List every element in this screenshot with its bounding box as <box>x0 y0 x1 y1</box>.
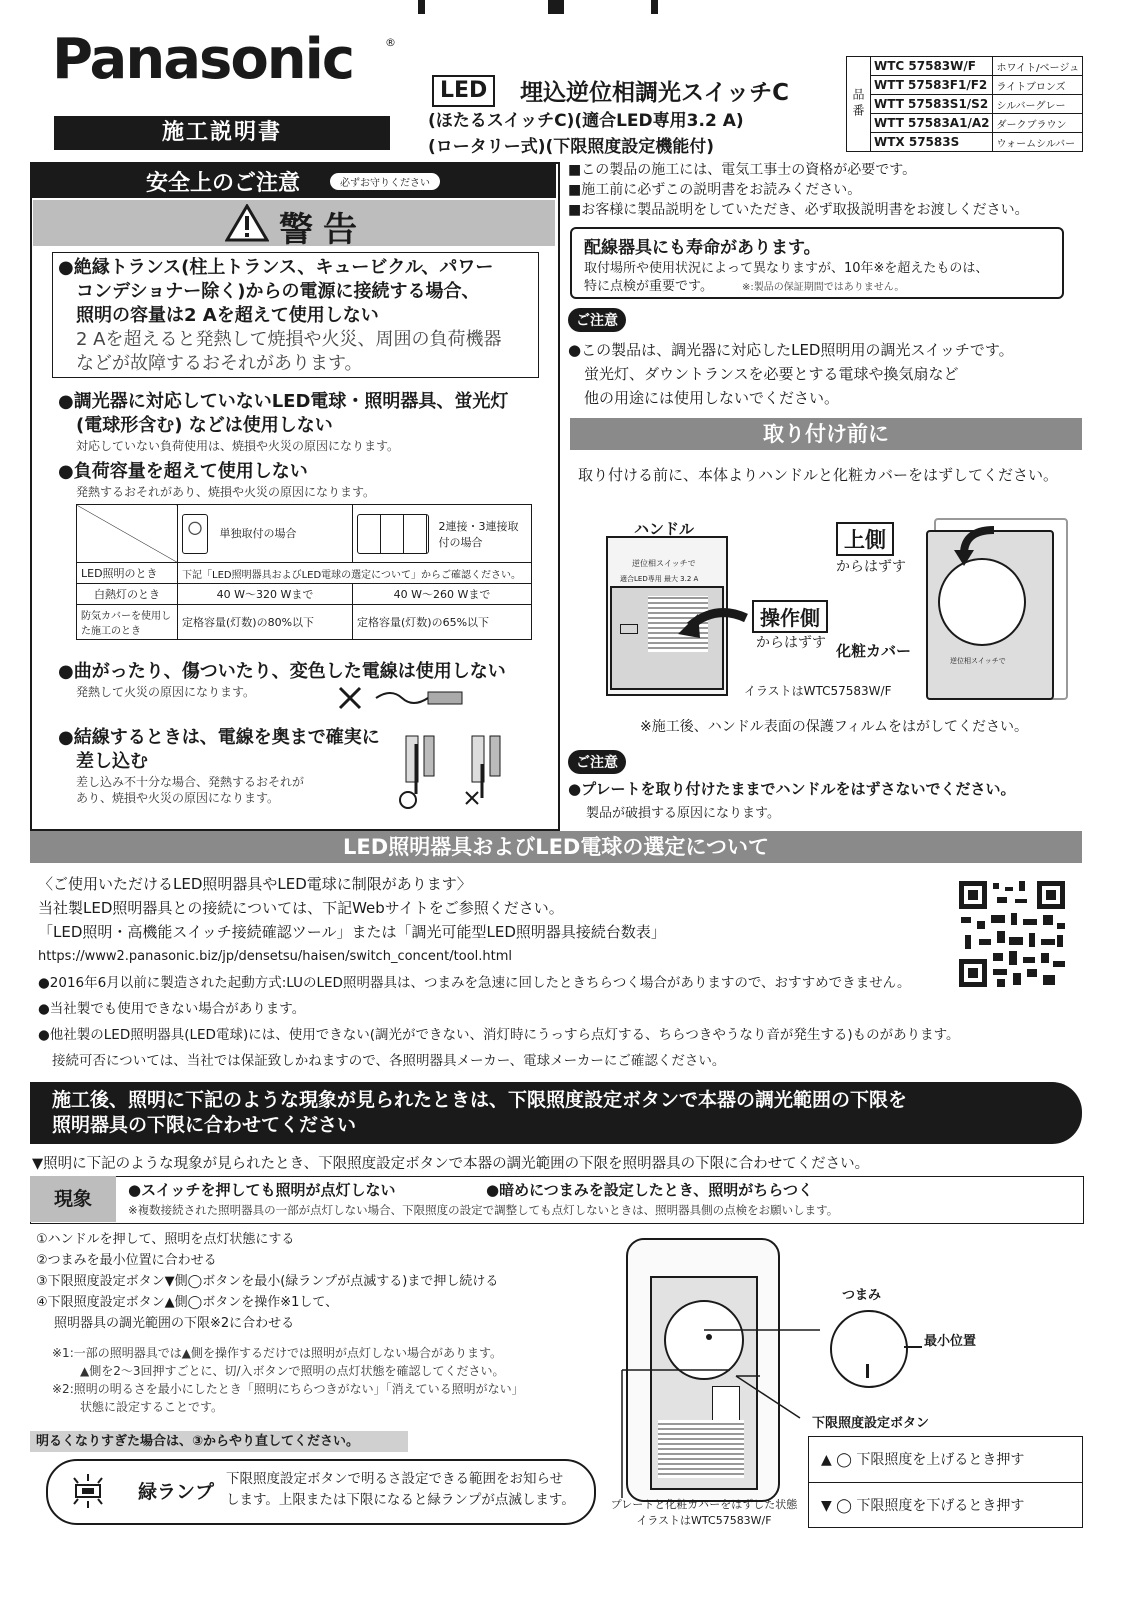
knob-label: つまみ <box>842 1288 882 1303</box>
before-install-desc: 取り付ける前に、本体よりハンドルと化粧カバーをはずしてください。 <box>578 466 1059 484</box>
before-install-title: 取り付け前に <box>570 418 1082 450</box>
lower-limit-intro: ▼照明に下記のような現象が見られたとき、下限照度設定ボタンで本器の調光範囲の下限を照明器具の下限に合わせてください。 <box>32 1156 870 1172</box>
step: ②つまみを最小位置に合わせる <box>36 1253 217 1268</box>
row-merged: 下記「LED照明器具およびLED電球の選定について」からご確認ください。 <box>178 563 532 584</box>
green-lamp-label: 緑ランプ <box>138 1481 215 1503</box>
plate-illust-note: イラストはWTC57583W/F <box>636 1514 772 1527</box>
device-text: 逆位相スイッチで <box>632 559 696 568</box>
led-line: 接続可否については、当社では保証致しかねますので、各照明器具メーカー、電球メーカーにご確認ください。 <box>52 1053 726 1069</box>
row-value: 定格容量(灯数)の80%以下 <box>178 605 353 640</box>
registration-mark <box>548 0 564 14</box>
led-select-title: LED照明器具およびLED電球の選定について <box>30 831 1082 863</box>
part-color: ホワイト/ベージュ <box>993 57 1083 76</box>
safety-pill: 必ずお守りください <box>330 173 440 190</box>
phenomenon-item: ●暗めにつまみを設定したとき、照明がちらつく <box>486 1181 814 1199</box>
note-line: ※1:一部の照明器具では▲側を操作するだけでは照明が点灯しない場合があります。 <box>52 1346 503 1360</box>
led-line: ●当社製でも使用できない場合があります。 <box>38 1001 306 1017</box>
manual-label: 施工説明書 <box>54 116 390 150</box>
product-subtitle-2: (ロータリー式)(下限照度設定機能付) <box>428 137 715 157</box>
lifespan-title: 配線器具にも寿命があります。 <box>584 238 821 258</box>
item-body: 発熱して火災の原因になります。 <box>76 685 256 699</box>
row-value: 40 W～260 Wまで <box>353 584 532 605</box>
led-line: 〈ご使用いただけるLED照明器具やLED電球に制限があります〉 <box>38 875 472 893</box>
part-number-label: 品番 <box>847 57 871 152</box>
note-line: 状態に設定することです。 <box>80 1400 224 1414</box>
steps-notes <box>52 1344 524 1416</box>
intro-line: ■この製品の施工には、電気工事士の資格が必要です。 <box>568 162 917 178</box>
banner-line: 照明器具の下限に合わせてください <box>52 1114 357 1136</box>
plate-note: プレートと化粧カバーをはずした状態 <box>610 1498 798 1511</box>
item-heading: ●負荷容量を超えて使用しない <box>58 461 308 482</box>
part-code: WTT 57583A1/A2 <box>871 114 993 133</box>
steps-list <box>36 1229 498 1334</box>
part-color: ウォームシルバー <box>993 133 1083 152</box>
intro-list <box>568 160 1029 220</box>
step: ③下限照度設定ボタン▼側◯ボタンを最小(緑ランプが点滅する)まで押し続ける <box>36 1274 499 1289</box>
illust-note: イラストはWTC57583W/F <box>744 684 892 698</box>
safety-item-5 <box>58 726 380 806</box>
step: ①ハンドルを押して、照明を点灯状態にする <box>36 1232 295 1247</box>
row-label: 白熱灯のとき <box>77 584 178 605</box>
op-side-sub: からはずす <box>756 635 826 651</box>
safety-item-3 <box>58 460 375 500</box>
intro-line: ■お客様に製品説明をしていただき、必ず取扱説明書をお渡しください。 <box>568 202 1029 218</box>
note-line: ※2:照明の明るさを最小にしたとき「照明にちらつきがない」「消えている照明がない」 <box>52 1382 524 1396</box>
item-heading: 照明の容量は2 Aを超えて使用しない <box>76 305 379 326</box>
green-lamp-body: します。上限または下限になると緑ランプが点滅します。 <box>226 1492 575 1508</box>
qr-code-icon[interactable] <box>957 879 1067 989</box>
top-side-label: 上側 <box>836 522 894 556</box>
up-button-legend: ▲ ◯ 下限照度を上げるとき押す <box>821 1452 1025 1468</box>
caution-line: ●この製品は、調光器に対応したLED照明用の調光スイッチです。 <box>568 341 1014 359</box>
lifespan-body: 取付場所や使用状況によって異なりますが、10年※を超えたものは、 <box>584 261 989 276</box>
part-number-table <box>846 56 1083 152</box>
part-code: WTT 57583S1/S2 <box>871 95 993 114</box>
item-heading: ●結線するときは、電線を奥まで確実に <box>58 727 380 748</box>
lifespan-note: ※:製品の保証期間ではありません。 <box>742 282 905 293</box>
led-badge: LED <box>432 75 495 107</box>
step: 照明器具の調光範囲の下限※2に合わせる <box>54 1316 295 1331</box>
product-title: 埋込逆位相調光スイッチC <box>520 80 789 106</box>
brand-logo: Panasonic <box>52 27 354 92</box>
item-heading: 差し込む <box>76 751 148 772</box>
caution-text: ●プレートを取り付けたままでハンドルをはずさないでください。 <box>568 780 1016 798</box>
caution-badge: ご注意 <box>568 308 626 332</box>
bent-wire-icon <box>336 684 466 712</box>
top-side-sub: からはずす <box>836 559 906 575</box>
pointer-lines <box>600 1318 820 1498</box>
device-text: 逆位相スイッチで <box>950 657 1006 665</box>
load-table <box>76 504 532 640</box>
op-side-label: 操作側 <box>752 600 828 633</box>
item-body: あり、焼損や火災の原因になります。 <box>76 791 280 805</box>
green-lamp-body: 下限照度設定ボタンで明るさ設定できる範囲をお知らせ <box>226 1471 564 1487</box>
led-line: ●他社製のLED照明器具(LED電球)には、使用できない(調光ができない、消灯時にうっすら点灯する、ちらつきやうなり音が発生する)ものがあります。 <box>38 1027 960 1043</box>
safety-item-2 <box>58 390 508 454</box>
led-line: 当社製LED照明器具との接続については、下記Webサイトをご参照ください。 <box>38 899 564 917</box>
curved-arrow-icon <box>676 604 750 644</box>
led-line: ●2016年6月以前に製造された起動方式:LUのLED照明器具は、つまみを急速に回したときちらつく場合がありますので、おすすめできません。 <box>38 975 911 991</box>
item-heading: コンデショナー除く)からの電源に接続する場合、 <box>76 281 480 302</box>
item-heading: (電球形含む) などは使用しない <box>76 415 333 436</box>
triple-switch-icon <box>357 514 429 554</box>
caution-text <box>568 338 1014 410</box>
row-label: 防気カバーを使用した施工のとき <box>77 605 178 640</box>
table-corner <box>77 505 178 563</box>
phenomenon-label: 現象 <box>30 1176 116 1222</box>
green-lamp-box <box>46 1459 596 1525</box>
part-code: WTX 57583S <box>871 133 993 152</box>
down-button-legend: ▼ ◯ 下限照度を下げるとき押す <box>821 1498 1025 1514</box>
knob-icon <box>830 1310 908 1388</box>
set-button-label: 下限照度設定ボタン <box>812 1416 930 1431</box>
item-body: 発熱するおそれがあり、焼損や火災の原因になります。 <box>76 485 376 499</box>
part-color: ライトブロンズ <box>993 76 1083 95</box>
single-switch-icon <box>182 514 208 554</box>
safety-header <box>30 162 556 198</box>
led-line: 「LED照明・高機能スイッチ接続確認ツール」または「調光可能型LED照明器具接続台数表」 <box>38 923 666 941</box>
green-lamp-icon <box>66 1473 110 1509</box>
part-code: WTT 57583F1/F2 <box>871 76 993 95</box>
lifespan-box <box>570 227 1064 299</box>
pointer-line <box>904 1346 922 1348</box>
safety-item-1 <box>58 256 502 376</box>
item-heading: ●絶縁トランス(柱上トランス、キュービクル、パワー <box>58 257 494 278</box>
warning-triangle-icon <box>225 204 269 242</box>
item-heading: ●曲がったり、傷ついたり、変色した電線は使用しない <box>58 661 506 682</box>
caution-line: 他の用途には使用しないでください。 <box>584 389 840 407</box>
part-color: シルバーグレー <box>993 95 1083 114</box>
cover-label: 化粧カバー <box>836 642 912 660</box>
part-code: WTC 57583W/F <box>871 57 993 76</box>
min-position-label: 最小位置 <box>924 1334 977 1349</box>
step: ④下限照度設定ボタン▲側◯ボタンを操作※1して、 <box>36 1295 339 1310</box>
item-heading: ●調光器に対応していないLED電球・照明器具、蛍光灯 <box>58 391 509 412</box>
safety-title: 安全上のご注意 <box>146 171 301 196</box>
device-text: 適合LED専用 最大 3.2 A <box>620 575 699 583</box>
item-body: 対応していない負荷使用は、焼損や火災の原因になります。 <box>76 439 400 453</box>
curved-arrow-icon <box>952 520 1002 570</box>
lifespan-body: 特に点検が重要です。 <box>584 279 713 294</box>
intro-line: ■施工前に必ずこの説明書をお読みください。 <box>568 182 862 198</box>
warning-label: 警告 <box>279 210 367 250</box>
led-url[interactable]: https://www2.panasonic.biz/jp/densetsu/haisen/switch_concent/tool.html <box>38 949 513 964</box>
caution-sub: 製品が破損する原因になります。 <box>586 806 780 821</box>
registered-mark: ® <box>385 36 396 49</box>
warning-bar <box>33 200 555 250</box>
part-color: ダークブラウン <box>993 114 1083 133</box>
row-value: 40 W～320 Wまで <box>178 584 353 605</box>
col-multi: 2連接・3連接取付の場合 <box>438 519 519 549</box>
wire-insertion-icon <box>396 734 524 810</box>
led-select-body <box>38 872 960 1074</box>
product-subtitle-1: (ほたるスイッチC)(適合LED専用3.2 A) <box>428 111 744 131</box>
item-body: 差し込み不十分な場合、発熱するおそれが <box>76 775 305 789</box>
note-line: ▲側を2～3回押すごとに、切/入ボタンで照明の点灯状態を確認してください。 <box>80 1364 505 1378</box>
handle-label: ハンドル <box>634 520 695 538</box>
lower-limit-banner <box>30 1082 1082 1144</box>
col-single: 単独取付の場合 <box>219 526 297 540</box>
registration-mark <box>418 0 425 14</box>
caution-badge: ご注意 <box>568 750 626 774</box>
registration-mark <box>651 0 658 14</box>
banner-line: 施工後、照明に下記のような現象が見られたときは、下限照度設定ボタンで本器の調光範囲の下限を <box>52 1089 908 1111</box>
item-body: 2 Aを超えると発熱して焼損や火災、周囲の負荷機器 <box>76 329 502 350</box>
phenomenon-item: ●スイッチを押しても照明が点灯しない <box>128 1181 396 1199</box>
redo-note: 明るくなりすぎた場合は、③からやり直してください。 <box>30 1431 408 1452</box>
after-install-note: ※施工後、ハンドル表面の保護フィルムをはがしてください。 <box>640 719 1029 735</box>
item-body: などが故障するおそれがあります。 <box>76 353 363 374</box>
phenomenon-note: ※複数接続された照明器具の一部が点灯しない場合、下限照度の設定で調整しても点灯しないときは、照明器具側の点検をお願いします。 <box>128 1203 839 1217</box>
row-value: 定格容量(灯数)の65%以下 <box>353 605 532 640</box>
button-legend <box>808 1436 1083 1528</box>
row-label: LED照明のとき <box>77 563 178 584</box>
caution-line: 蛍光灯、ダウントランスを必要とする電球や換気扇など <box>584 365 959 383</box>
